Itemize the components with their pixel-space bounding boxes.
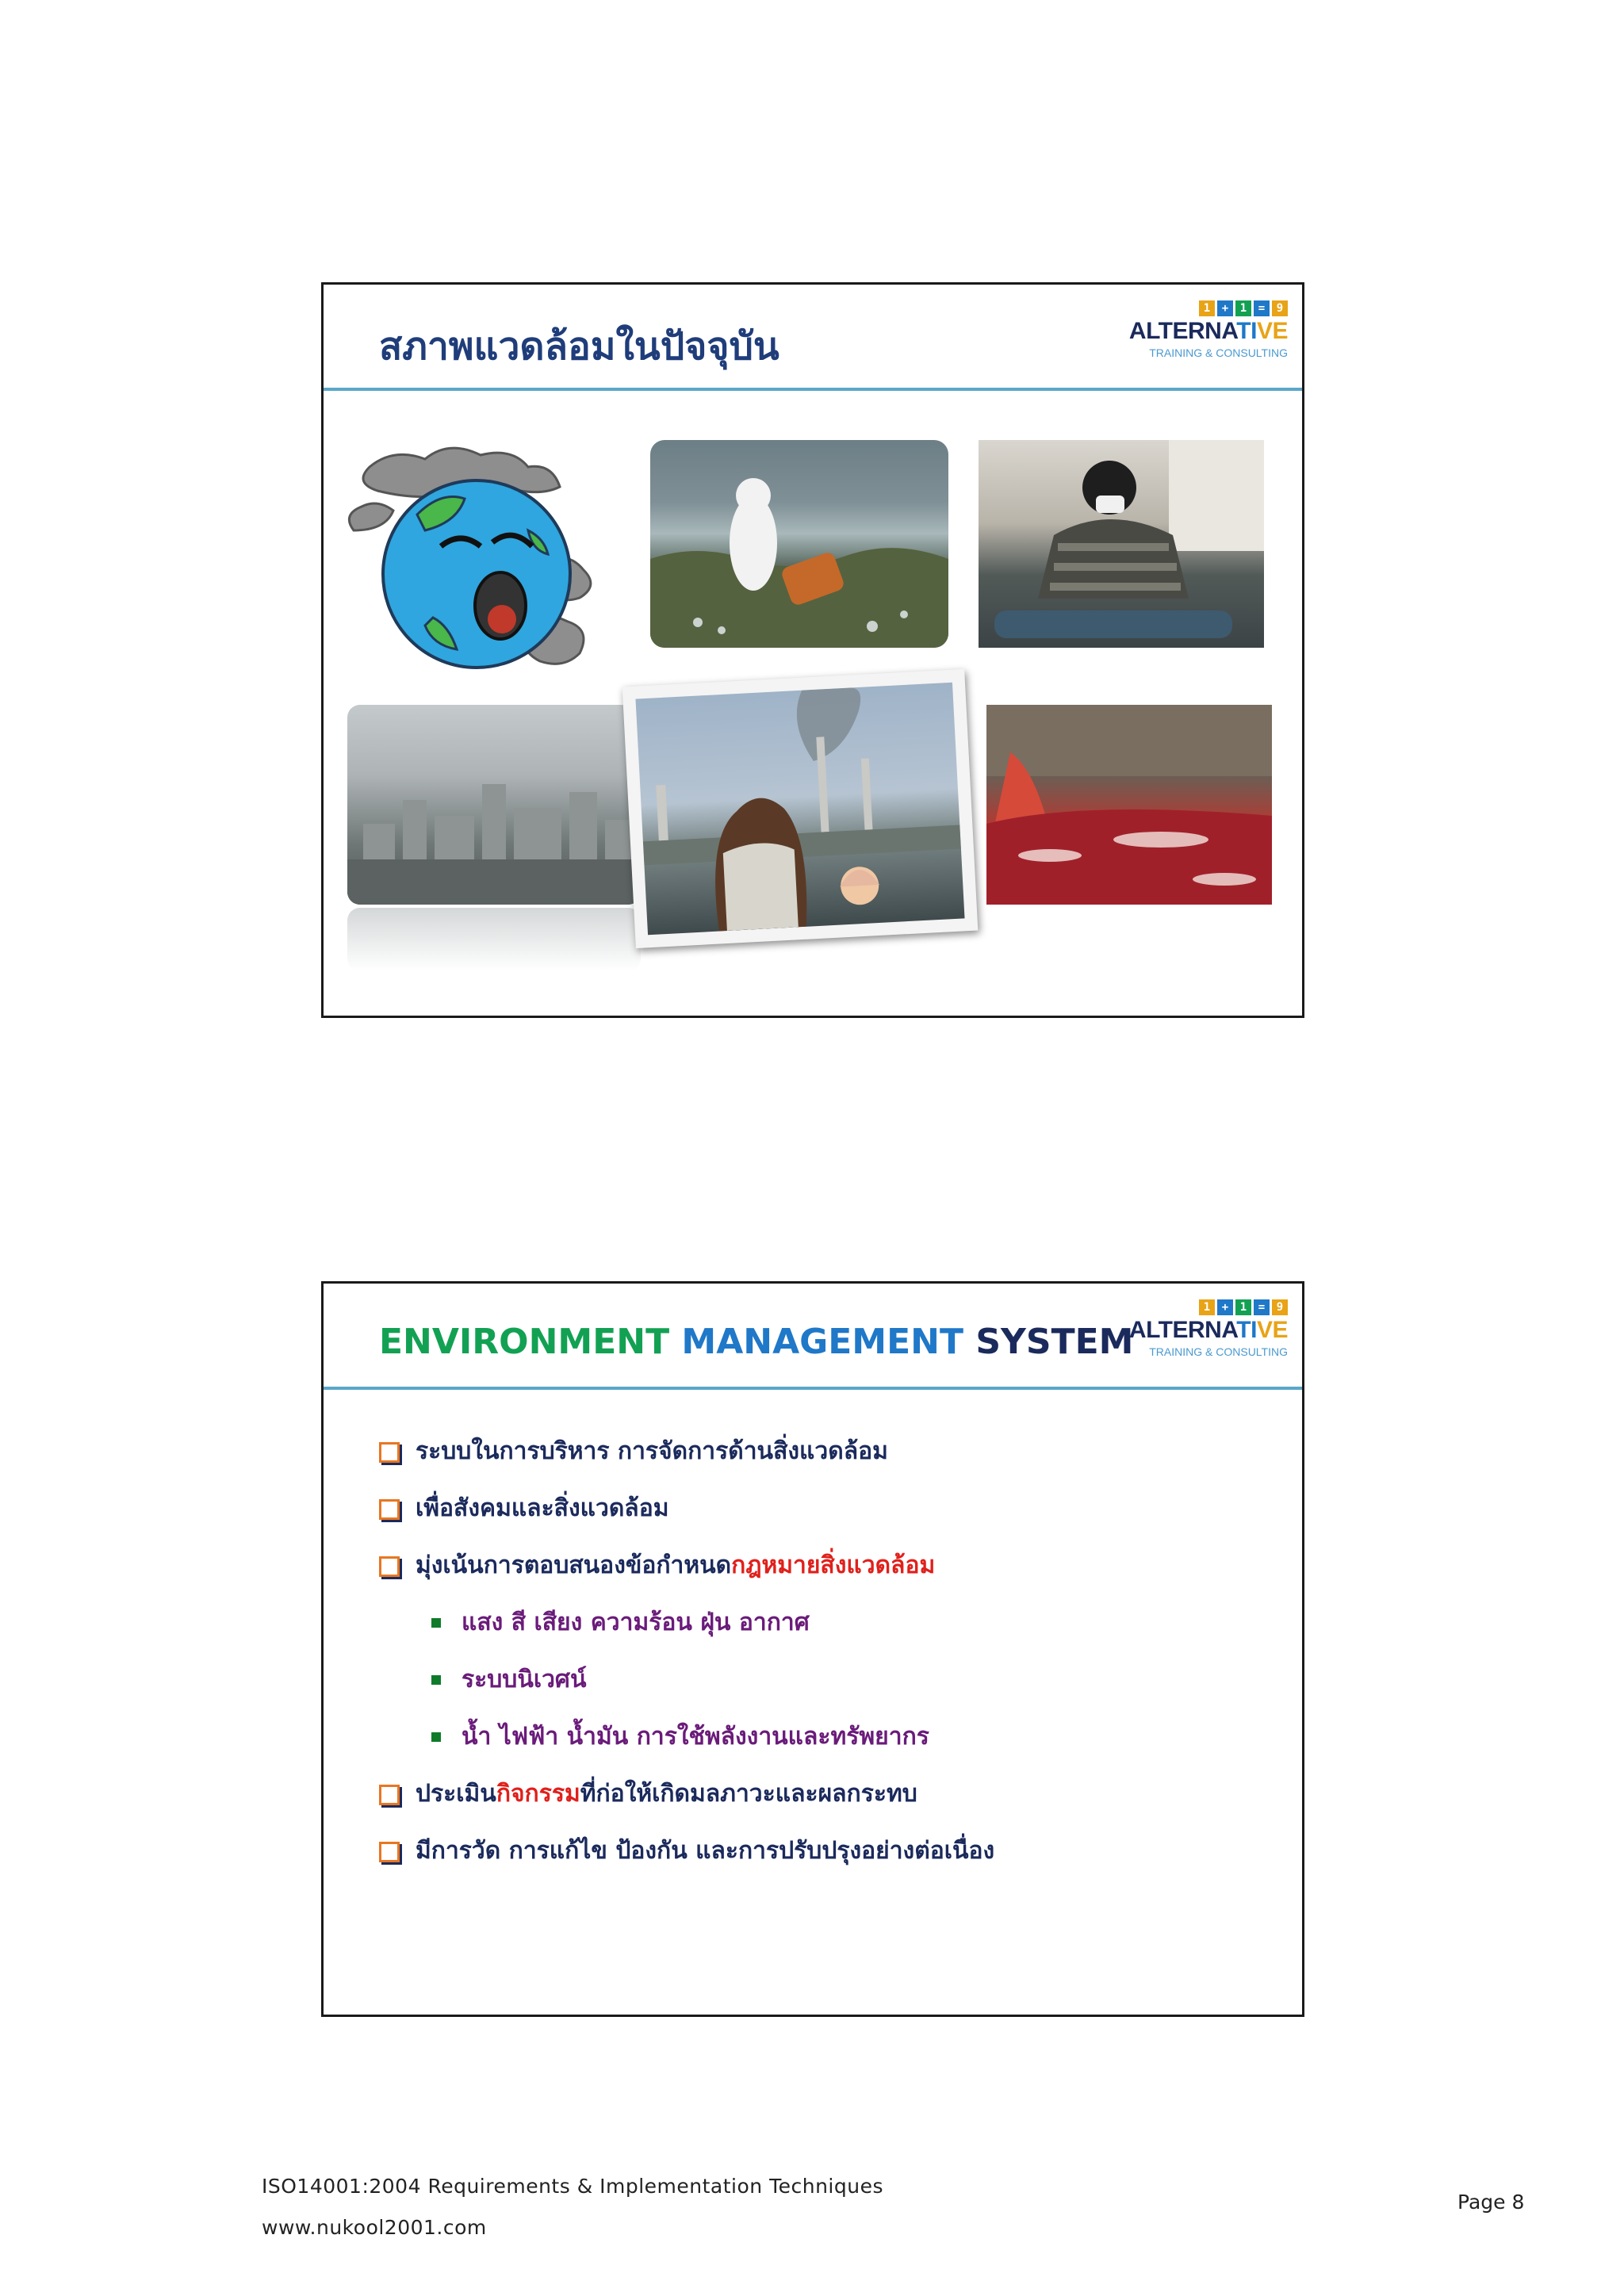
logo-tile: =	[1254, 300, 1270, 316]
bullet-item: เพื่อสังคมและสิ่งแวดล้อม	[379, 1480, 994, 1537]
logo-tile: =	[1254, 1299, 1270, 1315]
sub-bullet-item: แสง สี เสียง ความร้อน ฝุ่น อากาศ	[379, 1594, 994, 1651]
square-bullet-icon	[431, 1618, 441, 1628]
logo-tagline: TRAINING & CONSULTING	[1149, 346, 1288, 359]
logo-tile: 1	[1235, 300, 1251, 316]
logo-wordmark: ALTERNATIVE	[1128, 1317, 1288, 1343]
sub-bullet-item: น้ำ ไฟฟ้า น้ำมัน การใช้พลังงานและทรัพยากร	[379, 1709, 994, 1766]
alternative-logo	[1129, 1299, 1288, 1363]
smog-city-reflection	[347, 908, 641, 971]
slide-environment-management-system	[321, 1281, 1304, 2017]
bullet-item: มีการวัด การแก้ไข ป้องกัน และการปรับปรุงอย่างต่อเนื่อง	[379, 1823, 994, 1880]
slide-title: ENVIRONMENT MANAGEMENT SYSTEM	[379, 1322, 1134, 1362]
beach-pollution-photo	[650, 440, 948, 648]
bullet-item: ระบบในการบริหาร การจัดการด้านสิ่งแวดล้อม	[379, 1423, 994, 1480]
masked-motorcyclist-photo	[979, 440, 1264, 648]
checkbox-bullet-icon	[379, 1442, 400, 1463]
page-number: Page 8	[1457, 2191, 1525, 2214]
footer-website: www.nukool2001.com	[262, 2216, 487, 2239]
smog-city-photo	[347, 705, 641, 905]
checkbox-bullet-icon	[379, 1556, 400, 1577]
logo-tile: +	[1217, 300, 1233, 316]
logo-tile: 1	[1199, 1299, 1215, 1315]
checkbox-bullet-icon	[379, 1785, 400, 1805]
checkbox-bullet-icon	[379, 1499, 400, 1520]
checkbox-bullet-icon	[379, 1842, 400, 1862]
square-bullet-icon	[431, 1675, 441, 1685]
logo-tagline: TRAINING & CONSULTING	[1149, 1345, 1288, 1358]
logo-tile: 1	[1235, 1299, 1251, 1315]
slide-title: สภาพแวดล้อมในปัจจุบัน	[379, 324, 779, 369]
logo-tile: 1	[1199, 300, 1215, 316]
footer-course-title: ISO14001:2004 Requirements & Implementation Techniques	[262, 2175, 883, 2198]
logo-tile: +	[1217, 1299, 1233, 1315]
square-bullet-icon	[431, 1732, 441, 1742]
logo-tile: 9	[1272, 1299, 1288, 1315]
slide-current-environment	[321, 282, 1304, 1018]
bullet-list	[379, 1423, 994, 1880]
slide-header	[324, 1284, 1302, 1390]
alternative-logo	[1129, 300, 1288, 364]
slide-header	[324, 285, 1302, 391]
header-divider	[324, 1387, 1302, 1390]
header-divider	[324, 388, 1302, 391]
bullet-item: มุ่งเน้นการตอบสนองข้อกำหนดกฎหมายสิ่งแวดล้อม	[379, 1537, 994, 1594]
polluted-earth-illustration	[346, 443, 615, 689]
logo-tile: 9	[1272, 300, 1288, 316]
logo-wordmark: ALTERNATIVE	[1128, 318, 1288, 344]
bullet-item: ประเมินกิจกรรมที่ก่อให้เกิดมลภาวะและผลกระทบ	[379, 1766, 994, 1823]
sub-bullet-item: ระบบนิเวศน์	[379, 1651, 994, 1709]
factory-smoke-photo	[622, 669, 979, 948]
red-wastewater-photo	[986, 705, 1272, 905]
